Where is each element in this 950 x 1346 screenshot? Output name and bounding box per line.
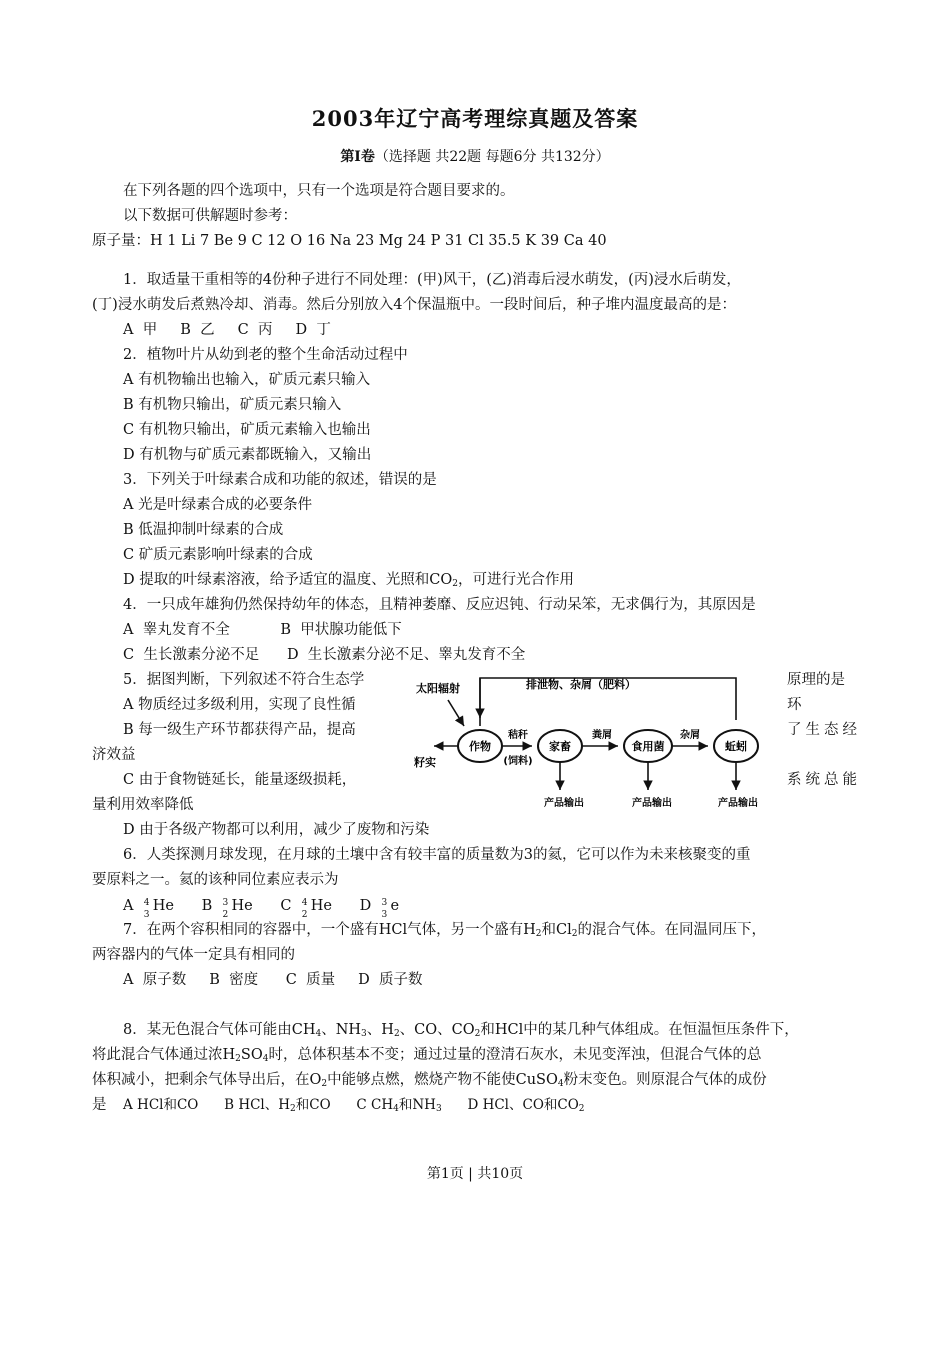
q3-option-c: C 矿质元素影响叶绿素的合成: [123, 547, 313, 563]
q1-line1: 1．取适量干重相等的4份种子进行不同处理：(甲)风干，(乙)消毒后浸水萌发，(丙)浸水后萌发，: [123, 272, 741, 288]
diagram-sun-label: 太阳辐射: [416, 682, 460, 695]
diagram-scraps-label: 杂屑: [680, 730, 700, 741]
page-footer: 第1页 | 共10页: [426, 1166, 524, 1182]
diagram-seed-label: 籽实: [414, 756, 436, 769]
q4-stem: 4．一只成年雄狗仍然保持幼年的体态，且精神萎靡、反应迟钝、行动呆笨，无求偶行为，其原因是: [123, 597, 756, 613]
diagram-output-label-2: 产品输出: [632, 798, 672, 809]
eco-diagram: [408, 666, 780, 814]
q5-option-a-right: 环: [787, 697, 802, 713]
diagram-output-label-3: 产品输出: [718, 798, 758, 809]
section-name: 第Ⅰ卷: [340, 149, 375, 165]
q5-stem-right: 原理的是: [787, 672, 845, 688]
atomic-mass-list: 原子量：H 1 Li 7 Be 9 C 12 O 16 Na 23 Mg 24 P 31 Cl 35.5 K 39 Ca 40: [92, 233, 607, 249]
diagram-top-label: 排泄物、杂屑（肥料）: [526, 678, 636, 691]
node-livestock-label: 家畜: [549, 740, 571, 753]
q1-options: A 甲 B 乙 C 丙 D 丁: [123, 322, 331, 338]
q5-option-b-cont: 济效益: [92, 747, 136, 763]
q3-option-a: A 光是叶绿素合成的必要条件: [123, 497, 313, 513]
q2-stem: 2．植物叶片从幼到老的整个生命活动过程中: [123, 347, 408, 363]
q7-line2: 两容器内的气体一定具有相同的: [92, 947, 295, 963]
q3-stem: 3．下列关于叶绿素合成和功能的叙述，错误的是: [123, 472, 437, 488]
diagram-output-label-1: 产品输出: [544, 798, 584, 809]
q5-option-c-left: C 由于食物链延长，能量逐级损耗，: [123, 772, 357, 788]
q8-line4: 是: [92, 1097, 107, 1113]
q4-options-ab: A 睾丸发育不全 B 甲状腺功能低下: [123, 622, 402, 638]
q5-option-b-left: B 每一级生产环节都获得产品，提高: [123, 722, 356, 738]
q5-option-b-right: 了生态经: [787, 722, 861, 738]
q8-line3: 体积减小，把剩余气体导出后，在$O_2$中能够点燃，燃烧产物不能使CuSO$_4$粉末变色。则原混合气体的成份: [92, 1072, 767, 1089]
diagram-manure-label: 粪屑: [592, 730, 612, 741]
node-earthworm-label: 蚯蚓: [725, 740, 747, 753]
diagram-sun-arrow: [448, 700, 464, 726]
node-mushroom-label: 食用菌: [631, 740, 665, 753]
q8-line1: 8．某无色混合气体可能由$CH_4$、$NH_3$、$H_2$、CO、$CO_2$和HCl中的某几种气体组成。在恒温恒压条件下，: [123, 1022, 799, 1039]
q7-line1: 7．在两个容积相同的容器中，一个盛有HCl气体，另一个盛有$H_2$和$Cl_2$的混合气体。在同温同压下，: [123, 922, 766, 939]
page-title: 2003年辽宁高考理综真题及答案: [311, 106, 639, 131]
intro-instruction: 在下列各题的四个选项中，只有一个选项是符合题目要求的。: [123, 183, 515, 199]
q3-option-d: D 提取的叶绿素溶液，给予适宜的温度、光照和$CO_2$，可进行光合作用: [123, 572, 574, 589]
q5-option-d: D 由于各级产物都可以利用，减少了废物和污染: [123, 822, 430, 838]
q6-line2: 要原料之一。氦的该种同位素应表示为: [92, 872, 339, 888]
q6-line1: 6．人类探测月球发现，在月球的土壤中含有较丰富的质量数为3的氦，它可以作为未来核聚变的重: [123, 847, 751, 863]
q5-option-a-left: A 物质经过多级利用，实现了良性循: [123, 697, 356, 713]
q5-option-c-right: 系统总能: [787, 772, 861, 788]
q8-options: A HCl和CO B HCl、$H_2$和CO C $CH_4$和$NH_3$ D HCl、CO和$CO_2$: [123, 1097, 585, 1114]
q3-option-b: B 低温抑制叶绿素的合成: [123, 522, 284, 538]
section-desc: （选择题 共22题 每题6分 共132分）: [374, 149, 610, 165]
intro-data-note: 以下数据可供解题时参考：: [123, 208, 297, 224]
q2-option-a: A 有机物输出也输入，矿质元素只输入: [123, 372, 371, 388]
q5-option-c-cont: 量利用效率降低: [92, 797, 194, 813]
diagram-straw-label: 秸秆: [508, 730, 528, 741]
q2-option-d: D 有机物与矿质元素都既输入，又输出: [123, 447, 372, 463]
q1-line2: (丁)浸水萌发后煮熟冷却、消毒。然后分别放入4个保温瓶中。一段时间后，种子堆内温度最高的是：: [92, 297, 737, 313]
diagram-feed-label: (饲料): [503, 756, 533, 767]
q4-options-cd: C 生长激素分泌不足 D 生长激素分泌不足、睾丸发育不全: [123, 647, 526, 663]
node-crop-label: 作物: [469, 740, 491, 753]
q6-options: A 4 3 He B 3 2 He C 4 2 He D 3 3 e: [123, 898, 400, 920]
q8-line2: 将此混合气体通过浓$H_2SO_4$时，总体积基本不变；通过过量的澄清石灰水，未见变浑浊，但混合气体的总: [92, 1047, 762, 1064]
section-header: [0, 146, 950, 166]
q5-stem-left: 5．据图判断，下列叙述不符合生态学: [123, 672, 365, 688]
q2-option-b: B 有机物只输出，矿质元素只输入: [123, 397, 342, 413]
q2-option-c: C 有机物只输出，矿质元素输入也输出: [123, 422, 371, 438]
q7-options: A 原子数 B 密度 C 质量 D 质子数: [123, 972, 423, 988]
